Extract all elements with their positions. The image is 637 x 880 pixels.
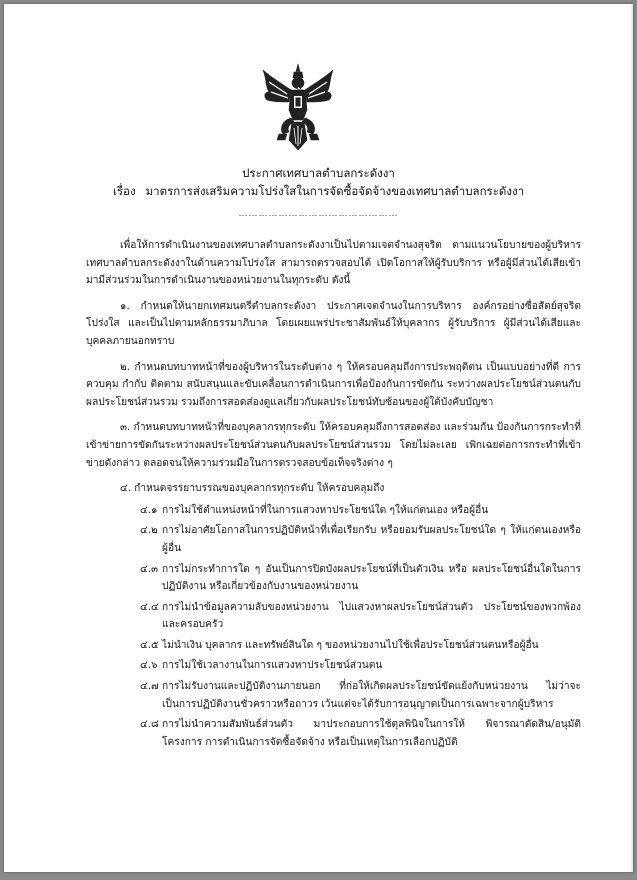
document-header (4, 164, 633, 222)
subject-text: มาตรการส่งเสริมความโปร่งใสในการจัดซื้อจัดจ้างของเทศบาลตำบลกระดังงา (145, 184, 525, 198)
clause-3: ๓. กำหนดบทบาทหน้าที่ของบุคลากรทุกระดับ ให้ครอบคลุมถึงการสอดส่อง และร่วมกัน ป้องกันการกระทำที่เข้าข่ายการขัดกันระหว่างผลประโยชน์ส่วนตนกับผลประโยชน์ส่วนรวม โดยไม่ละเลย เพิกเฉยต่อการกระทำที่เข้าข่ายดังกล่าว ตลอดจนให้ความร่วมมือในการตรวจสอบข้อเท็จจริงต่าง ๆ (86, 422, 581, 469)
list-item (86, 637, 581, 655)
subclause-number: ๔.๒ (140, 525, 158, 537)
subclause-text: การไม่กระทำการใด ๆ อันเป็นการปิดบังผลประโยชน์ที่เป็นตัวเงิน หรือ ผลประโยชน์อื่นใดในการปฏิบัติงาน หรือเกี่ยวข้องกับงานของหน่วยงาน (162, 563, 581, 593)
subclause-number: ๔.๘ (140, 719, 159, 731)
list-item (86, 657, 581, 675)
subclause-text: การไม่รับงานและปฏิบัติงานภายนอก ที่ก่อให้เกิดผลประโยชน์ขัดแย้งกับหน่วยงาน ไม่ว่าจะเป็นการปฏิบัติงานชั่วคราวหรือถาวร เว้นแต่จะได้รับการอนุญาตเป็นการเฉพาะจากผู้บริหาร (162, 681, 581, 710)
list-item (86, 599, 581, 634)
clause-2: ๒. กำหนดบทบาทหน้าที่ของผู้บริหารในระดับต่าง ๆ ให้ครอบคลุมถึงการประพฤติตน เป็นแบบอย่างที่ดี การควบคุม กำกับ ติดตาม สนับสนุนและขับเคลื่อนการดำเนินการเพื่อป้องกันการขัดกัน ระหว่างผลประโยชน์ส่วนตนกับผลประโยชน์ส่วนรวม รวมถึงการสอดส่องดูแลเกี่ยวกับผลประโยชน์ทับซ้อนของผู้ใต้บังคับบัญชา (86, 361, 581, 408)
subclause-text: การไม่อาศัยโอกาสในการปฏิบัติหน้าที่เพื่อเรียกรับ หรือยอมรับผลประโยชน์ใด ๆ ให้แก่ตนเองหรือผู้อื่น (162, 525, 581, 554)
clause-1: ๑. กำหนดให้นายกเทศมนตรีตำบลกระดังงา ประกาศเจตจำนงในการบริหาร องค์กรอย่างซื่อสัตย์สุจริต โปร่งใส และเป็นไปตามหลักธรรมาภิบาล โดยเผยแพร่ประชาสัมพันธ์ให้บุคลากร ผู้รับบริการ ผู้มีส่วนได้เสียและบุคคลภายนอกทราบ (86, 300, 581, 347)
intro-paragraph: เพื่อให้การดำเนินงานของเทศบาลตำบลกระดังงาเป็นไปตามเจตจำนงสุจริต ตามแนวนโยบายของผู้บริหารเทศบาลตำบลกระดังงาในด้านความโปร่งใส สามารถตรวจสอบได้ เปิดโอกาสให้ผู้รับบริการ หรือผู้มีส่วนได้เสียเข้ามามีส่วนร่วมในการดำเนินงานของหน่วยงานในทุกระดับ ดังนี้ (86, 240, 581, 287)
list-item (86, 561, 581, 596)
list-item (86, 678, 581, 713)
subclause-number: ๔.๔ (140, 601, 159, 613)
document-subject (4, 182, 633, 200)
subclause-number: ๔.๖ (140, 660, 158, 672)
subclause-list (86, 502, 581, 752)
subclause-text: การไม่นำข้อมูลความลับของหน่วยงาน ไปแสวงหาผลประโยชน์ส่วนตัว ประโยชน์ของพวกพ้องและครอบครัว (162, 601, 581, 631)
list-item (86, 716, 581, 751)
list-item (86, 502, 581, 520)
document-body (86, 237, 581, 754)
subclause-number: ๔.๓ (140, 563, 158, 575)
subclause-text: การไม่ใช้ตำแหน่งหน้าที่ในการแสวงหาประโยชน์ใด ๆให้แก่ตนเอง หรือผู้อื่น (162, 504, 489, 516)
subject-label: เรื่อง (112, 184, 136, 198)
clause-4: ๔. กำหนดจรรยาบรรณของบุคลากรทุกระดับ ให้ครอบคลุมถึง (120, 483, 385, 495)
subclause-text: การไม่นำความสัมพันธ์ส่วนตัว มาประกอบการใช้ดุลพินิจในการให้ พิจารณาตัดสิน/อนุมัติโครงการ การดำเนินการจัดซื้อจัดจ้าง หรือเป็นเหตุในการเลือกปฏิบัติ (162, 719, 581, 748)
subclause-text: การไม่ใช้เวลางานในการแสวงหาประโยชน์ส่วนตน (162, 660, 383, 672)
garuda-emblem-icon (261, 62, 335, 154)
subclause-number: ๔.๕ (140, 639, 159, 651)
list-item (86, 522, 581, 557)
page-edge-shadow (630, 4, 633, 872)
separator-dots: ………………………………………… (238, 209, 399, 219)
document-title: ประกาศเทศบาลตำบลกระดังงา (242, 166, 395, 180)
subclause-number: ๔.๑ (140, 504, 158, 516)
subclause-text: ไม่นำเงิน บุคลากร และทรัพย์สินใด ๆ ของหน่วยงานไปใช้เพื่อประโยชน์ส่วนตนหรือผู้อื่น (162, 639, 539, 651)
subclause-number: ๔.๗ (140, 681, 159, 693)
document-page (4, 4, 633, 872)
